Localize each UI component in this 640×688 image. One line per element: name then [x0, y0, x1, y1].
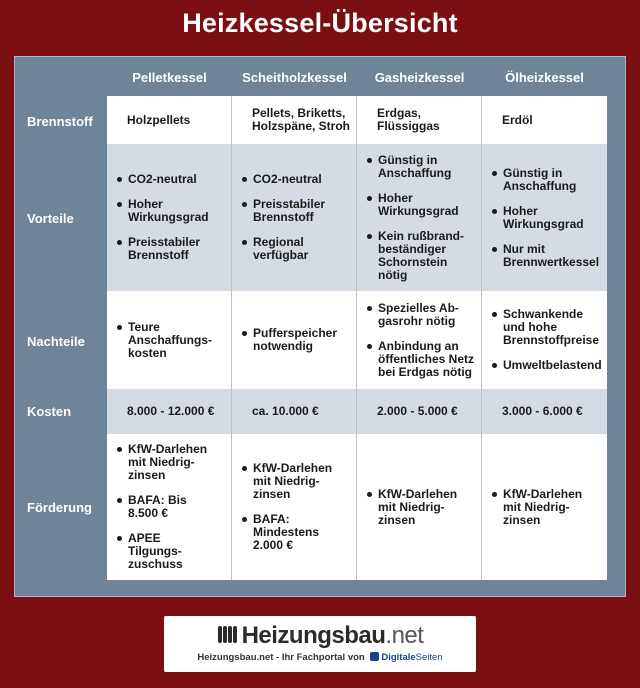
- logo-main-text: Heizungsbau: [241, 622, 386, 649]
- bullet-item: KfW-Darlehen mit Niedrig- zinsen: [492, 488, 599, 527]
- bullet-list: [367, 488, 474, 527]
- cell-brennstoff-1: Pellets, Briketts, Holzspäne, Stroh: [252, 106, 351, 133]
- bullet-list: [242, 173, 349, 262]
- bullet-item: CO2-neutral: [117, 173, 224, 186]
- cell-kosten-1: ca. 10.000 €: [252, 404, 319, 418]
- partner-name-a: Digitale: [381, 652, 416, 663]
- col-header-pelletkessel: Pelletkessel: [132, 70, 207, 85]
- bullet-item: Preisstabiler Brennstoff: [242, 198, 349, 224]
- col-header-oelheizkessel: Ölheizkessel: [505, 70, 584, 85]
- footer-logo-box: [164, 616, 476, 672]
- cell-nachteile-1: [242, 327, 349, 353]
- bullet-list: [492, 307, 602, 372]
- column-divider: [356, 96, 357, 580]
- bullet-item: BAFA: Mindestens 2.000 €: [242, 513, 349, 552]
- bullet-item: Umweltbelastend: [492, 359, 599, 372]
- bullet-item: Hoher Wirkungsgrad: [117, 198, 224, 224]
- col-header-gasheizkessel: Gasheizkessel: [374, 70, 465, 85]
- bullet-item: Schwankende und hohe Brennstoffpreise: [492, 308, 599, 347]
- cell-foerderung-3: [492, 488, 599, 527]
- cell-nachteile-2: [367, 302, 474, 379]
- bullet-list: [492, 488, 599, 527]
- tagline-text: Heizungsbau.net - Ihr Fachportal von: [197, 652, 365, 663]
- bullet-item: Teure Anschaffungs- kosten: [117, 321, 224, 360]
- row-header-foerderung: Förderung: [27, 500, 92, 515]
- cell-vorteile-2: [367, 154, 474, 282]
- row-header-vorteile: Vorteile: [27, 211, 74, 226]
- partner-name-b: Seiten: [415, 652, 443, 663]
- cell-kosten-0: 8.000 - 12.000 €: [127, 404, 215, 418]
- page-title: Heizkessel-Übersicht: [182, 8, 458, 38]
- bullet-item: Preisstabiler Brennstoff: [117, 236, 224, 262]
- bullet-item: KfW-Darlehen mit Niedrig- zinsen: [242, 462, 349, 501]
- bullet-list: [367, 302, 474, 379]
- bullet-item: APEE Tilgungs- zuschuss: [117, 532, 224, 571]
- bullet-list: [117, 173, 224, 262]
- cell-nachteile-3: [492, 307, 602, 372]
- bullet-item: Pufferspeicher notwendig: [242, 327, 349, 353]
- cell-vorteile-0: [117, 173, 224, 262]
- bullet-item: Spezielles Ab- gasrohr nötig: [367, 302, 474, 328]
- cell-brennstoff-0: Holzpellets: [127, 113, 191, 127]
- row-header-nachteile: Nachteile: [27, 334, 85, 349]
- cell-vorteile-3: [492, 167, 599, 269]
- cell-kosten-3: 3.000 - 6.000 €: [502, 404, 583, 418]
- bullet-item: Hoher Wirkungsgrad: [367, 192, 474, 218]
- cell-foerderung-2: [367, 488, 474, 527]
- bullet-list: [117, 443, 224, 571]
- bullet-item: Günstig in Anschaffung: [367, 154, 474, 180]
- column-divider: [481, 96, 482, 580]
- bullet-item: Anbindung an öffentliches Netz bei Erdgas nötig: [367, 340, 474, 379]
- bullet-list: [492, 167, 599, 269]
- cell-kosten-2: 2.000 - 5.000 €: [377, 404, 458, 418]
- cell-brennstoff-3: Erdöl: [502, 113, 533, 127]
- row-header-kosten: Kosten: [27, 404, 72, 419]
- bullet-item: KfW-Darlehen mit Niedrig- zinsen: [117, 443, 224, 482]
- column-divider: [231, 96, 232, 580]
- bullet-item: Regional verfügbar: [242, 236, 349, 262]
- col-header-scheitholzkessel: Scheitholzkessel: [242, 70, 347, 85]
- bullet-list: [117, 321, 224, 360]
- cell-foerderung-1: [242, 462, 349, 552]
- cell-nachteile-0: [117, 321, 224, 360]
- radiator-icon: [217, 623, 239, 652]
- bullet-item: Günstig in Anschaffung: [492, 167, 599, 193]
- bullet-item: Kein rußbrand- beständiger Schornstein nötig: [367, 230, 474, 282]
- digitale-seiten-icon: [370, 652, 379, 661]
- footer-tagline: [164, 652, 476, 663]
- cell-foerderung-0: [117, 443, 224, 571]
- row-header-brennstoff: Brennstoff: [27, 114, 93, 129]
- bullet-item: CO2-neutral: [242, 173, 349, 186]
- bullet-item: Hoher Wirkungsgrad: [492, 205, 599, 231]
- bullet-list: [367, 154, 474, 282]
- cell-vorteile-1: [242, 173, 349, 262]
- bullet-list: [242, 327, 349, 353]
- bullet-item: BAFA: Bis 8.500 €: [117, 494, 224, 520]
- bullet-list: [242, 462, 349, 552]
- logo-tld-text: .net: [385, 622, 424, 649]
- bullet-item: KfW-Darlehen mit Niedrig- zinsen: [367, 488, 474, 527]
- brand-logo: [164, 622, 476, 652]
- cell-brennstoff-2: Erdgas, Flüssiggas: [377, 106, 440, 133]
- bullet-item: Nur mit Brennwertkessel: [492, 243, 599, 269]
